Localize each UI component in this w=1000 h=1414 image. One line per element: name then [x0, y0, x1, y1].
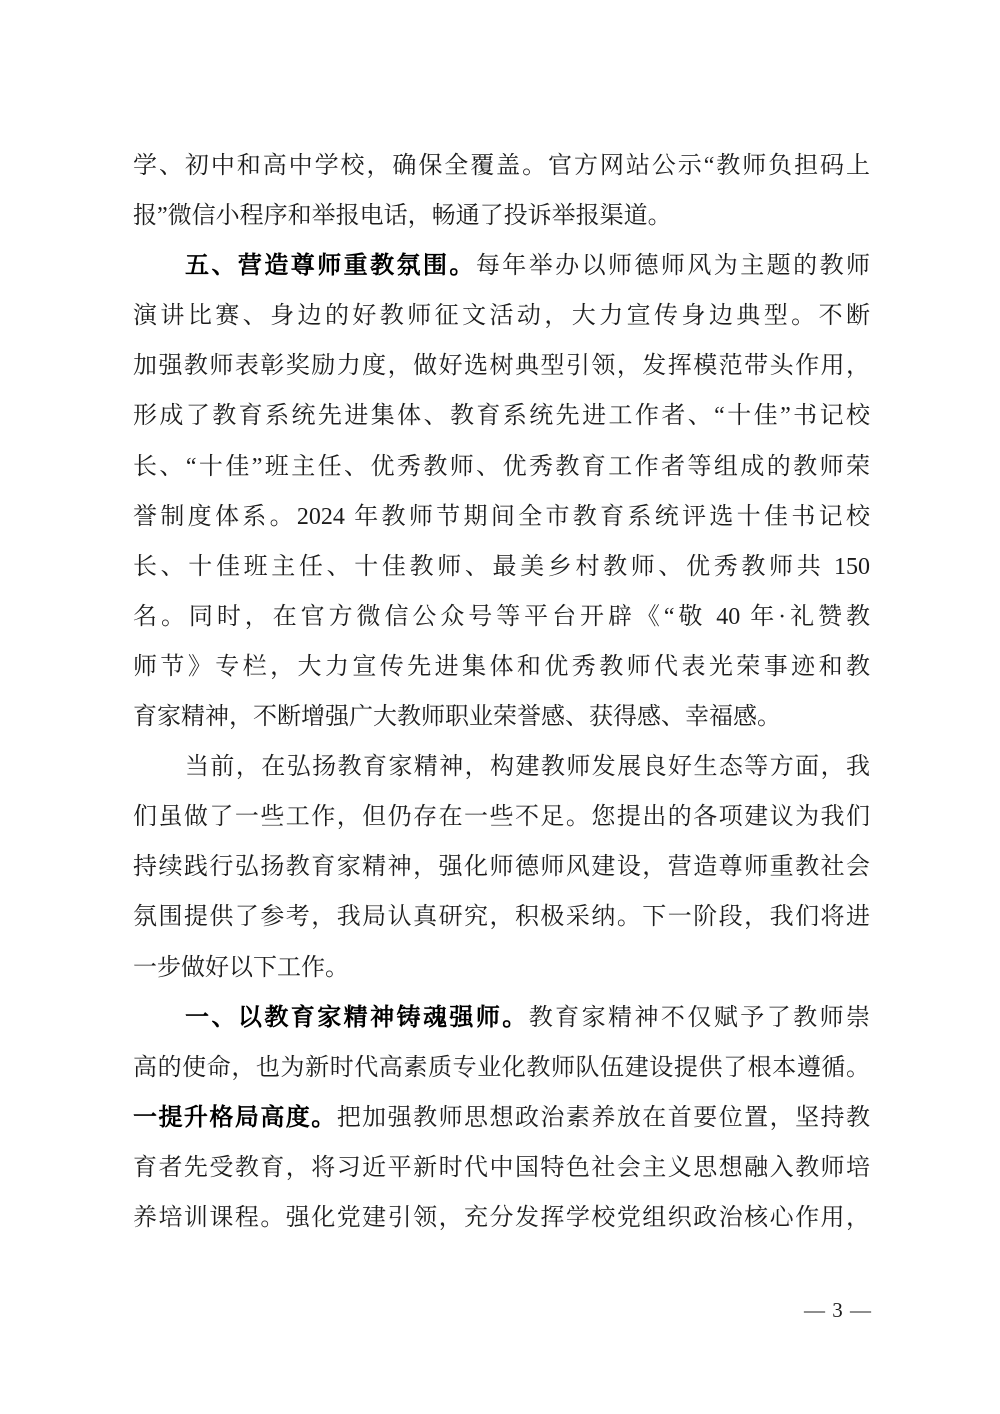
text-line	[133, 1043, 870, 1093]
body-text: 育家精神，不断增强广大教师职业荣誉感、获得感、幸福感。	[133, 704, 781, 731]
text-line	[133, 842, 870, 892]
body-text: 长、“十佳”班主任、优秀教师、优秀教育工作者等组成的教师荣	[133, 453, 870, 480]
body-text: 加强教师表彰奖励力度，做好选树典型引领，发挥模范带头作用，	[133, 353, 870, 380]
text-line	[133, 1193, 870, 1243]
body-text: 育者先受教育，将习近平新时代中国特色社会主义思想融入教师培	[133, 1154, 870, 1181]
body-text: 长、十佳班主任、十佳教师、最美乡村教师、优秀教师共 150	[133, 553, 870, 580]
text-line	[133, 592, 870, 642]
text-line	[133, 341, 870, 391]
body-text: 教育家精神不仅赋予了教师崇	[528, 1004, 870, 1031]
body-text: 高的使命，也为新时代高素质专业化教师队伍建设提供了根本遵循。	[133, 1054, 870, 1081]
text-line	[133, 792, 870, 842]
text-line	[133, 241, 870, 291]
text-line	[133, 642, 870, 692]
page-number-text: — 3 —	[804, 1298, 872, 1322]
heading-text: 五、营造尊师重教氛围。	[185, 253, 476, 280]
body-text: 名。同时，在官方微信公众号等平台开辟《“敬 40 年·礼赞教	[133, 603, 870, 630]
text-line	[133, 542, 870, 592]
heading-text: 一提升格局高度。	[133, 1104, 337, 1131]
document-body	[133, 141, 870, 1243]
body-text: 持续践行弘扬教育家精神，强化师德师风建设，营造尊师重教社会	[133, 854, 870, 881]
body-text: 氛围提供了参考，我局认真研究，积极采纳。下一阶段，我们将进	[133, 904, 870, 931]
text-line	[133, 1093, 870, 1143]
text-line	[133, 391, 870, 441]
page-number	[804, 1298, 872, 1323]
text-line	[133, 892, 870, 942]
text-line	[133, 993, 870, 1043]
body-text: 养培训课程。强化党建引领，充分发挥学校党组织政治核心作用，	[133, 1204, 870, 1231]
body-text: 形成了教育系统先进集体、教育系统先进工作者、“十佳”书记校	[133, 403, 870, 430]
body-text: 把加强教师思想政治素养放在首要位置，坚持教	[336, 1104, 870, 1131]
body-text: 们虽做了一些工作，但仍存在一些不足。您提出的各项建议为我们	[133, 804, 870, 831]
text-line	[133, 742, 870, 792]
text-line	[133, 492, 870, 542]
body-text: 学、初中和高中学校，确保全覆盖。官方网站公示“教师负担码上	[133, 153, 870, 179]
text-line	[133, 943, 870, 993]
heading-text: 一、以教育家精神铸魂强师。	[185, 1004, 529, 1031]
body-text: 报”微信小程序和举报电话，畅通了投诉举报渠道。	[133, 203, 672, 230]
text-line	[133, 191, 870, 241]
text-line	[133, 1143, 870, 1193]
body-text: 誉制度体系。2024 年教师节期间全市教育系统评选十佳书记校	[133, 503, 870, 530]
text-line	[133, 692, 870, 742]
text-line	[133, 291, 870, 341]
text-line	[133, 442, 870, 492]
text-line	[133, 141, 870, 191]
body-text: 师节》专栏，大力宣传先进集体和优秀教师代表光荣事迹和教	[133, 653, 870, 680]
body-text: 当前，在弘扬教育家精神，构建教师发展良好生态等方面，我	[185, 754, 870, 781]
body-text: 每年举办以师德师风为主题的教师	[475, 253, 870, 280]
body-text: 演讲比赛、身边的好教师征文活动，大力宣传身边典型。不断	[133, 303, 870, 330]
body-text: 一步做好以下工作。	[133, 954, 349, 981]
